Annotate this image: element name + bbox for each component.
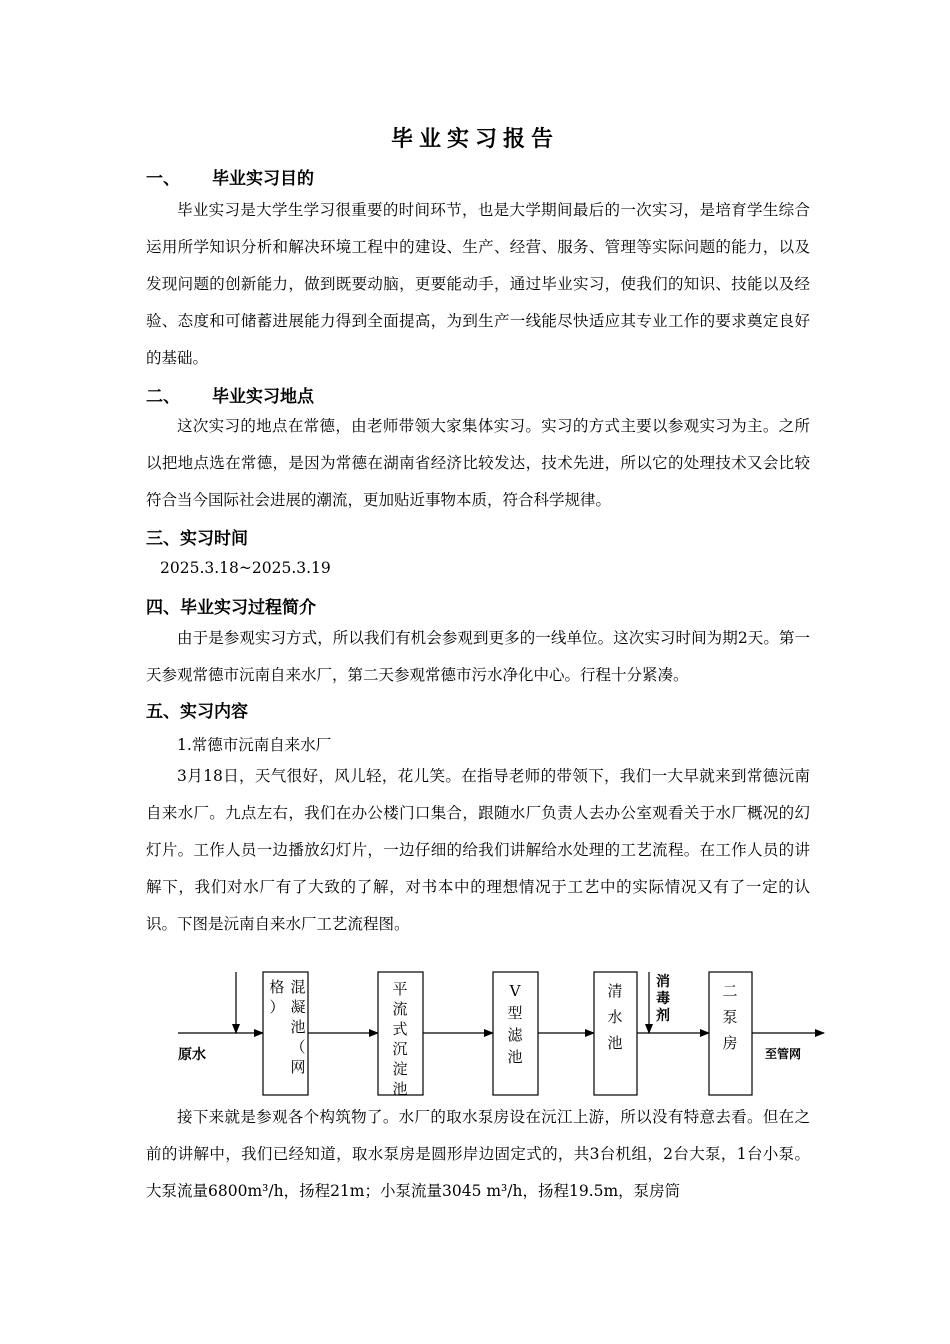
to-network-label: 至管网 (765, 1047, 802, 1061)
sedimentation-tank-char: 沉 (392, 1040, 408, 1058)
sedimentation-tank-char: 池 (392, 1080, 408, 1098)
disinfectant-label (656, 973, 670, 1024)
v-filter-char: V (509, 982, 521, 1000)
coagulation-tank-char: 池 (290, 1018, 306, 1036)
sedimentation-tank-char: 流 (392, 1000, 408, 1018)
coagulation-tank-char: 凝 (290, 998, 306, 1016)
sedimentation-tank-char: 淀 (392, 1060, 408, 1078)
coagulation-tank-char: 格 (269, 978, 285, 996)
disinfectant-char: 毒 (656, 991, 670, 1007)
coagulation-tank-char: 网 (290, 1058, 306, 1076)
section-1-number: 一、 (146, 169, 180, 189)
raw-water-label: 原水 (178, 1047, 206, 1063)
process-flow-diagram (0, 960, 950, 1105)
section-1-paragraph: 毕业实习是大学生学习很重要的时间环节，也是大学期间最后的一次实习，是培育学生综合运用所学知识分析和解决环境工程中的建设、生产、经营、服务、管理等实际问题的能力，以及发现问题的创新能力，做到既要动脑，更要能动手，通过毕业实习，使我们的知识、技能以及经验、态度和可储蓄进展能力得到全面提高，为到生产一线能尽快适应其专业工作的要求奠定良好的基础。 (146, 201, 810, 367)
section-5-paragraph-2: 接下来就是参观各个构筑物了。水厂的取水泵房设在沅江上游，所以没有特意去看。但在之前的讲解中，我们已经知道，取水泵房是圆形岸边固定式的，共3台机组，2台大泵，1台小泵。大泵流量6800m³/h，扬程21m；小泵流量3045 m³/h，扬程19.5m，泵房筒 (146, 1108, 810, 1200)
section-2-number: 二、 (146, 387, 180, 407)
section-2-title: 毕业实习地点 (212, 387, 314, 407)
section-5-paragraph-1: 3月18日，天气很好，风儿轻，花儿笑。在指导老师的带领下，我们一大早就来到常德沅南自来水厂。九点左右，我们在办公楼门口集合，跟随水厂负责人去办公室观看关于水厂概况的幻灯片。工作人员一边播放幻灯片，一边仔细的给我们讲解给水处理的工艺流程。在工作人员的讲解下，我们对水厂有了大致的了解，对书本中的理想情况于工艺中的实际情况又有了一定的认识。下图是沅南自来水厂工艺流程图。 (146, 767, 810, 933)
second-pump-house-char: 房 (722, 1034, 738, 1052)
v-filter-char: 滤 (507, 1026, 523, 1044)
disinfectant-char: 剂 (656, 1008, 670, 1024)
second-pump-house-char: 泵 (722, 1008, 738, 1026)
disinfectant-char: 消 (656, 974, 670, 990)
coagulation-tank-char: （ (290, 1038, 306, 1056)
clear-water-tank-text (607, 982, 622, 1052)
section-2-heading (146, 382, 314, 407)
clear-water-tank-char: 池 (607, 1034, 623, 1052)
section-1-title: 毕业实习目的 (212, 169, 314, 189)
page-title: 毕业实习报告 (390, 127, 559, 152)
section-3-heading: 三、实习时间 (146, 529, 248, 549)
sedimentation-tank-char: 平 (392, 980, 408, 998)
internship-date: 2025.3.18~2025.3.19 (160, 559, 331, 577)
second-pump-house-text (722, 982, 737, 1052)
v-filter-char: 池 (507, 1048, 523, 1066)
clear-water-tank-char: 水 (607, 1008, 623, 1026)
section-5-item-1: 1.常德市沅南自来水厂 (177, 736, 332, 754)
section-4-paragraph: 由于是参观实习方式，所以我们有机会参观到更多的一线单位。这次实习时间为期2天。第一天参观常德市沅南自来水厂，第二天参观常德市污水净化中心。行程十分紧凑。 (146, 629, 810, 684)
section-4-heading: 四、毕业实习过程简介 (146, 598, 316, 618)
clear-water-tank-char: 清 (607, 982, 623, 1000)
coagulation-tank-char: ） (269, 998, 285, 1016)
sedimentation-tank-char: 式 (392, 1020, 408, 1038)
v-filter-char: 型 (507, 1004, 523, 1022)
second-pump-house-char: 二 (722, 982, 738, 1000)
section-2-paragraph: 这次实习的地点在常德，由老师带领大家集体实习。实习的方式主要以参观实习为主。之所以把地点选在常德，是因为常德在湖南省经济比较发达，技术先进，所以它的处理技术又会比较符合当今国际社会进展的潮流，更加贴近事物本质，符合科学规律。 (146, 417, 810, 509)
section-5-heading: 五、实习内容 (146, 702, 248, 722)
coagulation-tank-char: 混 (290, 978, 306, 996)
section-1-heading (146, 164, 314, 189)
